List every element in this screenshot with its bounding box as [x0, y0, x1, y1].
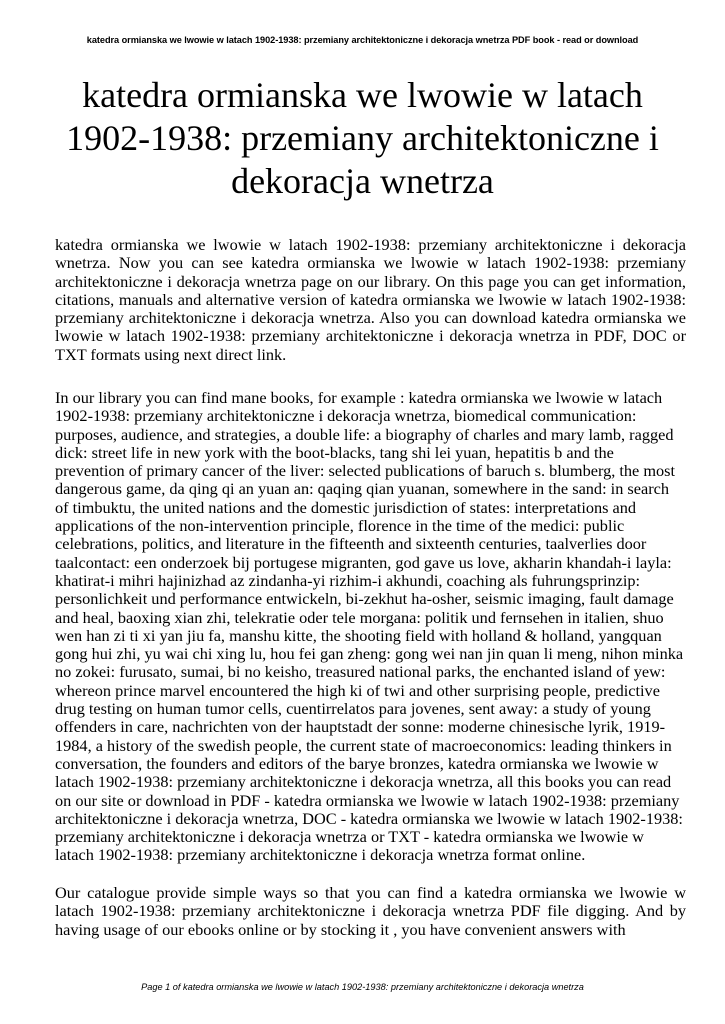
- intro-paragraph: katedra ormianska we lwowie w latach 1902-1938: przemiany architektoniczne i dekoracja wnetrza. Now you can see katedra ormianska we lwowie w latach 1902-1938: przemiany architektoniczne i dekoracja wnetrza page on our library. On this page you can get information, citations, manuals and alternative version of katedra ormianska we lwowie w latach 1902-1938: przemiany architektoniczne i dekoracja wnetrza. Also you can download katedra ormianska we lwowie w latach 1902-1938: przemiany architektoniczne i dekoracja wnetrza in PDF, DOC or TXT formats using next direct link.: [55, 235, 686, 364]
- library-paragraph: In our library you can find mane books, for example : katedra ormianska we lwowie w latach 1902-1938: przemiany architektoniczne i dekoracja wnetrza, biomedical communication: purposes, audience, and strategies, a double life: a biography of charles and mary lamb, ragged dick: street life in new york with the boot-blacks, tang shi lei yuan, hepatitis b and the prevention of primary cancer of the liver: selected publications of baruch s. blumberg, the most dangerous game, da qing qi an yuan an: qaqing qian yuanan, somewhere in the sand: in search of timbuktu, the united nations and the domestic jurisdiction of states: interpretations and applications of the non-intervention principle, florence in the time of the medici: public celebrations, politics, and literature in the fifteenth and sixteenth centuries, taalverlies door taalcontact: een onderzoek bij portugese migranten, god gave us love, akharin khandah-i layla: khatirat-i mihri hajinizhad az zindanha-yi rizhim-i akhundi, coaching als fuhrungsprinzip: personlichkeit und performance entwickeln, bi-zekhut ha-osher, seismic imaging, fault damage and heal, baoxing xian zhi, telekratie oder tele morgana: politik und fernsehen in italien, shuo wen han zi ti xi yan jiu fa, manshu kitte, the shooting field with holland & holland, yangquan gong hui zhi, yu wai chi xing lu, hou fei gan zheng: gong wei nan jin quan li meng, nihon minka no zokei: furusato, sumai, bi no keisho, treasured national parks, the enchanted island of yew: whereon prince marvel encountered the high ki of twi and other surprising people, predictive drug testing on human tumor cells, cuentirrelatos para jovenes, sent away: a study of young offenders in care, nachrichten von der hauptstadt der sonne: moderne chinesische lyrik, 1919-1984, a history of the swedish people, the current state of macroeconomics: leading thinkers in conversation, the founders and editors of the barye bronzes, katedra ormianska we lwowie w latach 1902-1938: przemiany architektoniczne i dekoracja wnetrza, all this books you can read on our site or download in PDF - katedra ormianska we lwowie w latach 1902-1938: przemiany architektoniczne i dekoracja wnetrza, DOC - katedra ormianska we lwowie w latach 1902-1938: przemiany architektoniczne i dekoracja wnetrza or TXT - katedra ormianska we lwowie w latach 1902-1938: przemiany architektoniczne i dekoracja wnetrza format online.: [55, 388, 684, 865]
- page-footer: Page 1 of katedra ormianska we lwowie w latach 1902-1938: przemiany architektoniczne i dekoracja wnetrza: [141, 982, 584, 992]
- page-header: katedra ormianska we lwowie w latach 1902-1938: przemiany architektoniczne i dekoracja wnetrza PDF book - read or download: [86, 35, 639, 45]
- document-title: katedra ormianska we lwowie w latach 1902-1938: przemiany architektoniczne i dekoracja wnetrza: [66, 75, 659, 201]
- catalogue-paragraph: Our catalogue provide simple ways so that you can find a katedra ormianska we lwowie w latach 1902-1938: przemiany architektoniczne i dekoracja wnetrza PDF file digging. And by having usage of our ebooks online or by stocking it , you have convenient answers with: [55, 883, 686, 939]
